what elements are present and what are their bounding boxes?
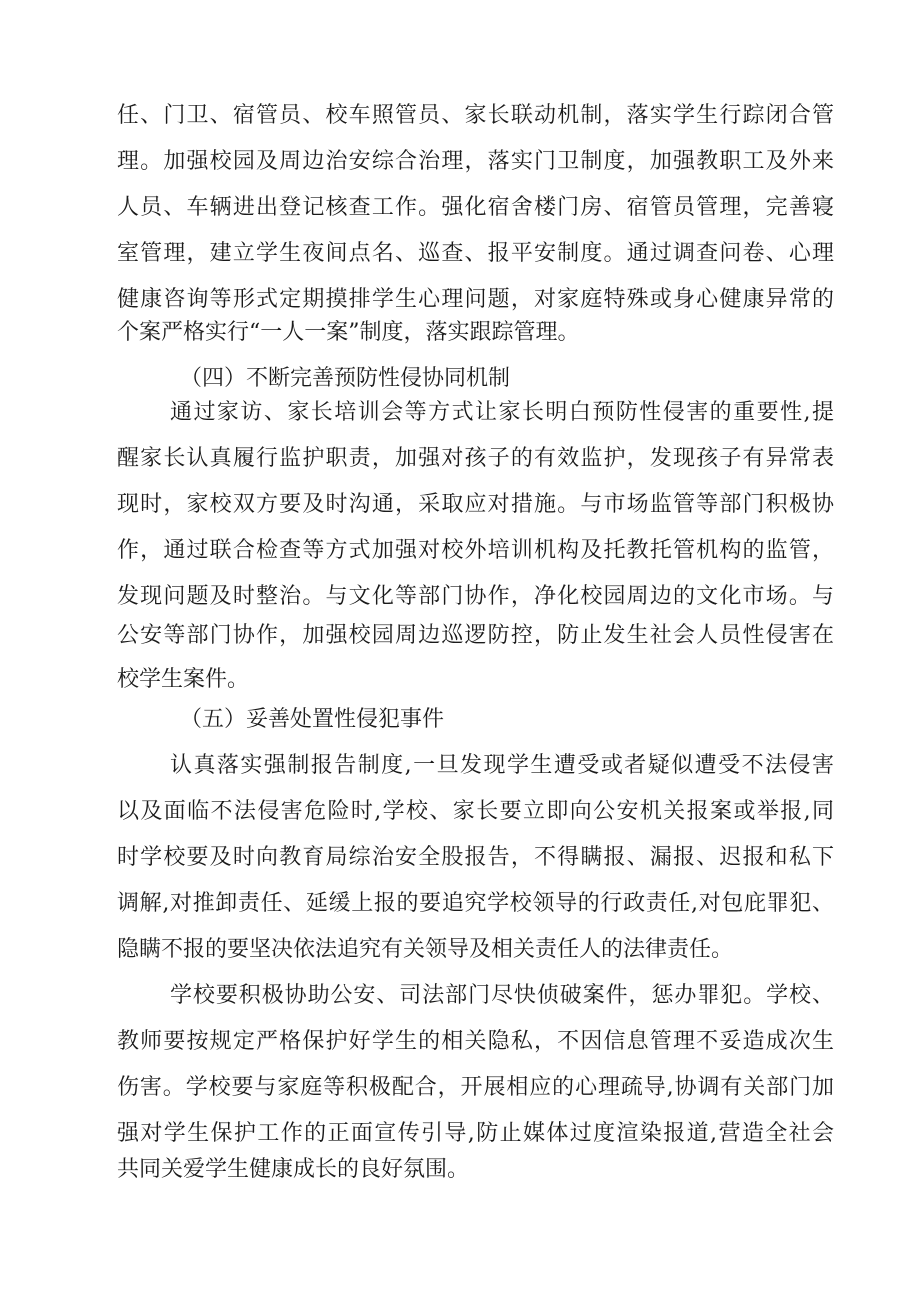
text-line: 现时，家校双方要及时沟通，采取应对措施。与市场监管等部门积极协: [117, 492, 834, 517]
text-line: 共同关爱学生健康成长的良好氛围。: [117, 1157, 470, 1182]
text-line: 室管理，建立学生夜间点名、巡查、报平安制度。通过调查问卷、心理: [117, 241, 834, 266]
text-line: 通过家访、家长培训会等方式让家长明白预防性侵害的重要性,提: [170, 400, 834, 425]
text-line: 以及面临不法侵害危险时,学校、家长要立即向公安机关报案或举报,同: [117, 799, 834, 824]
text-line: 人员、车辆进出登记核查工作。强化宿舍楼门房、宿管员管理，完善寝: [117, 195, 834, 220]
text-line: 公安等部门协作，加强校园周边巡逻防控，防止发生社会人员性侵害在: [117, 623, 834, 648]
text-line: 隐瞒不报的要坚决依法追究有关领导及相关责任人的法律责任。: [117, 937, 734, 962]
text-line: 作，通过联合检查等方式加强对校外培训机构及托教托管机构的监管，: [117, 538, 834, 563]
text-line: 调解,对推卸责任、延缓上报的要追究学校领导的行政责任,对包庇罪犯、: [117, 891, 834, 916]
text-line: 醒家长认真履行监护职责，加强对孩子的有效监护，发现孩子有异常表: [117, 446, 834, 471]
text-line: 理。加强校园及周边治安综合治理，落实门卫制度，加强教职工及外来: [117, 149, 834, 174]
text-line: 强对学生保护工作的正面宣传引导,防止媒体过度渲染报道,营造全社会: [117, 1121, 834, 1146]
section-heading-4: （四）不断完善预防性侵协同机制: [180, 366, 511, 391]
text-line: 健康咨询等形式定期摸排学生心理问题，对家庭特殊或身心健康异常的: [117, 287, 834, 312]
text-line: 个案严格实行“一人一案”制度，落实跟踪管理。: [117, 320, 580, 345]
text-line: 认真落实强制报告制度,一旦发现学生遭受或者疑似遭受不法侵害: [170, 753, 834, 778]
text-line: 伤害。学校要与家庭等积极配合，开展相应的心理疏导,协调有关部门加: [117, 1075, 834, 1100]
section-heading-5: （五）妥善处置性侵犯事件: [180, 707, 445, 732]
text-line: 时学校要及时向教育局综治安全股报告，不得瞒报、漏报、迟报和私下: [117, 845, 834, 870]
text-line: 教师要按规定严格保护好学生的相关隐私，不因信息管理不妥造成次生: [117, 1029, 834, 1054]
text-line: 任、门卫、宿管员、校车照管员、家长联动机制，落实学生行踪闭合管: [117, 103, 834, 128]
text-line: 发现问题及时整治。与文化等部门协作，净化校园周边的文化市场。与: [117, 584, 834, 609]
text-line: 校学生案件。: [117, 667, 250, 692]
text-line: 学校要积极协助公安、司法部门尽快侦破案件，惩办罪犯。学校、: [170, 983, 834, 1008]
